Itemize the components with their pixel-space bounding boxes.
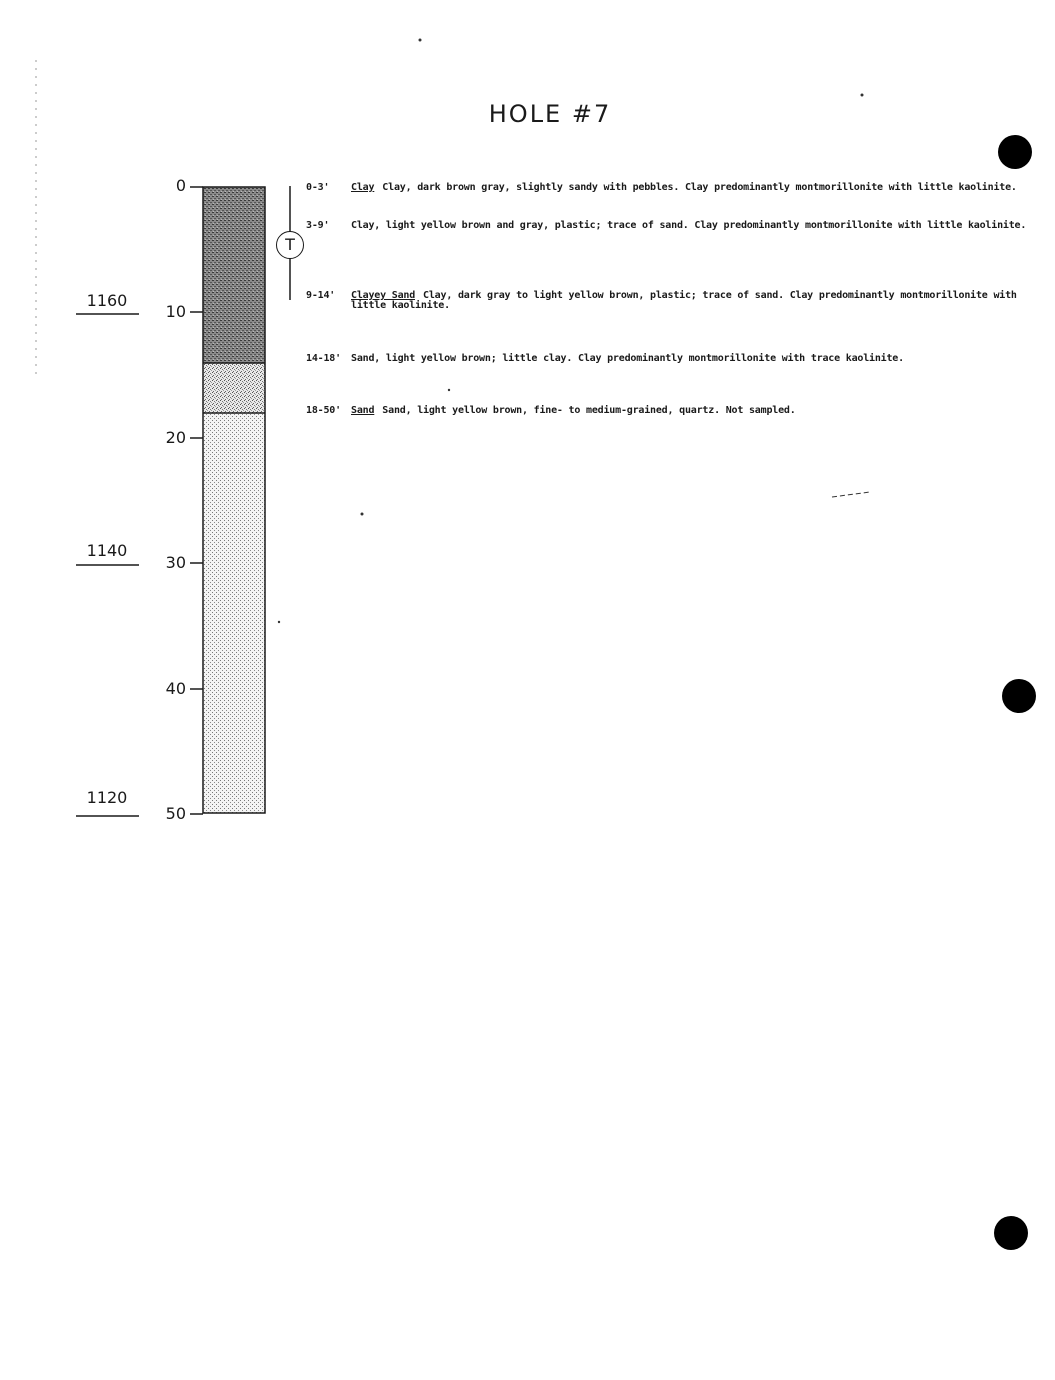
scan-mark xyxy=(832,492,870,497)
layer-description xyxy=(306,183,1046,193)
layer-unit-name: Clayey Sand xyxy=(351,290,416,301)
depth-label-0: 0 xyxy=(175,176,186,195)
depth-label-40: 40 xyxy=(165,679,186,698)
scan-speck xyxy=(419,39,422,42)
binder-hole-top xyxy=(998,135,1032,169)
scan-speck xyxy=(361,513,364,516)
layer-description xyxy=(306,221,1046,231)
layer-depth-range: 18-50' xyxy=(306,405,341,416)
depth-label-50: 50 xyxy=(165,804,186,823)
layer-description-text: Clay, dark brown gray, slightly sandy with pebbles. Clay predominantly montmorillonite with little kaolinite. xyxy=(382,182,1017,193)
layer-unit-name: Sand xyxy=(351,405,375,416)
scan-speck xyxy=(278,621,280,623)
layer-sand xyxy=(203,413,265,813)
layer-depth-range: 3-9' xyxy=(306,220,330,231)
layer-description xyxy=(306,406,1046,416)
layer-description-text: Sand, light yellow brown; little clay. Clay predominantly montmorillonite with trace kaolinite. xyxy=(351,353,904,364)
layer-clayey-sand xyxy=(203,363,265,413)
layer-unit-name: Clay xyxy=(351,182,375,193)
page-title: HOLE #7 xyxy=(488,100,612,128)
layer-depth-range: 14-18' xyxy=(306,353,341,364)
layer-clay xyxy=(203,187,265,363)
binder-hole-bottom xyxy=(994,1216,1028,1250)
layer-description-text: Clay, light yellow brown and gray, plastic; trace of sand. Clay predominantly montmorillonite with little kaolinite. xyxy=(351,220,1027,231)
elevation-label-1120: 1120 xyxy=(86,788,128,807)
layer-description-text: Clay, dark gray to light yellow brown, plastic; trace of sand. Clay predominantly montmorillonite with little kaolinite. xyxy=(351,290,1017,311)
elevation-label-1160: 1160 xyxy=(86,291,128,310)
layer-depth-range: 9-14' xyxy=(306,290,336,301)
layer-description-text: Sand, light yellow brown, fine- to medium-grained, quartz. Not sampled. xyxy=(382,405,796,416)
layer-depth-range: 0-3' xyxy=(306,182,330,193)
layer-description xyxy=(306,354,1046,364)
binder-hole-middle xyxy=(1002,679,1036,713)
scan-speck xyxy=(448,389,450,391)
depth-label-20: 20 xyxy=(165,428,186,447)
elevation-label-1140: 1140 xyxy=(86,541,128,560)
sample-marker-t: T xyxy=(276,231,304,259)
scan-speck xyxy=(861,94,864,97)
layer-description xyxy=(306,290,1046,311)
depth-label-30: 30 xyxy=(165,553,186,572)
depth-label-10: 10 xyxy=(165,302,186,321)
